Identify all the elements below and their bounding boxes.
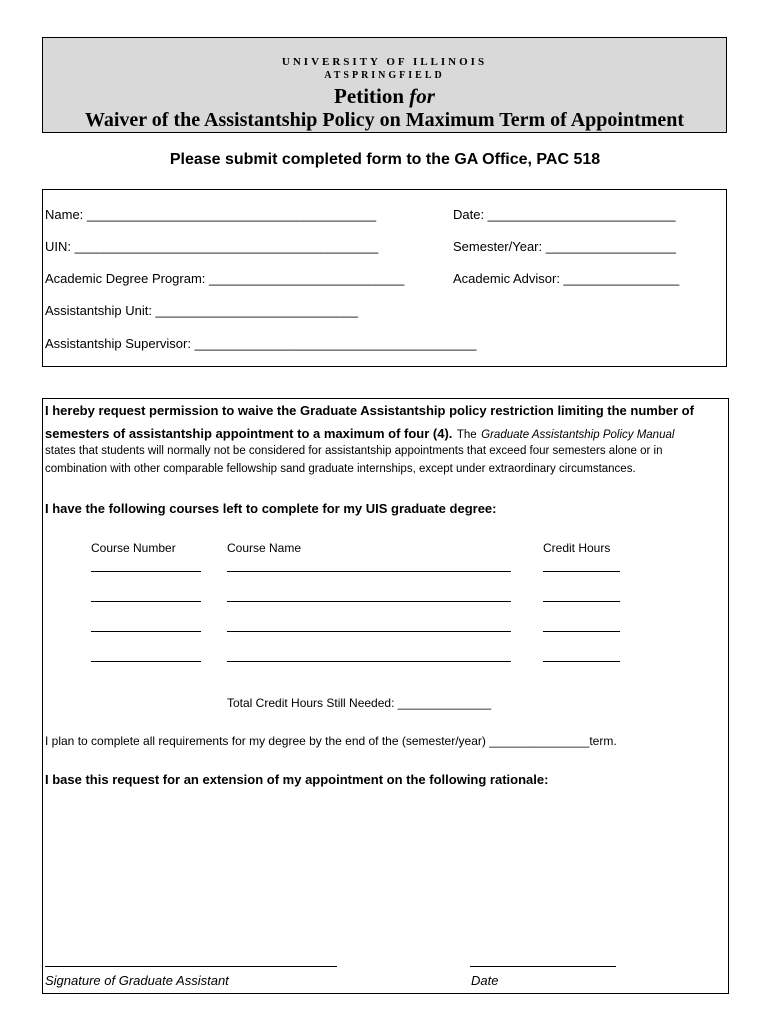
petition-word: Petition [334, 84, 405, 108]
university-name: UNIVERSITY OF ILLINOIS [281, 56, 488, 68]
assistantship-unit-field[interactable]: Assistantship Unit: ____________________________ [45, 303, 358, 318]
request-line-2 [45, 425, 674, 443]
request-line-3: states that students will normally not be considered for assistantship appointments that exceed four semesters alone or in [45, 445, 663, 457]
date-label: Date [471, 973, 499, 988]
date-line[interactable] [470, 966, 616, 967]
rationale-heading: I base this request for an extension of my appointment on the following rationale: [45, 772, 549, 787]
col-credit-hours: Credit Hours [543, 541, 611, 555]
date-field[interactable]: Date: __________________________ [453, 207, 676, 222]
submit-instruction: Please submit completed form to the GA Office, PAC 518 [169, 151, 601, 168]
course-name-blank[interactable] [227, 661, 511, 662]
total-credit-hours-field[interactable]: Total Credit Hours Still Needed: ______________ [227, 696, 492, 710]
request-line-2-bold: semesters of assistantship appointment to a maximum of four (4). [45, 426, 453, 441]
supervisor-field[interactable]: Assistantship Supervisor: _______________________________________ [45, 336, 477, 351]
form-title: Waiver of the Assistantship Policy on Maximum Term of Appointment [84, 109, 685, 131]
course-number-blank[interactable] [91, 661, 201, 662]
credit-hours-blank[interactable] [543, 661, 620, 662]
name-field[interactable]: Name: ________________________________________ [45, 207, 377, 222]
course-number-blank[interactable] [91, 631, 201, 632]
degree-program-field[interactable]: Academic Degree Program: ___________________________ [45, 271, 405, 286]
signature-label: Signature of Graduate Assistant [45, 973, 229, 988]
credit-hours-blank[interactable] [543, 601, 620, 602]
col-course-number: Course Number [91, 541, 176, 555]
course-number-blank[interactable] [91, 601, 201, 602]
course-number-blank[interactable] [91, 571, 201, 572]
request-line-2-the: The [456, 429, 477, 441]
credit-hours-blank[interactable] [543, 571, 620, 572]
semester-year-field[interactable]: Semester/Year: __________________ [453, 239, 676, 254]
course-name-blank[interactable] [227, 631, 511, 632]
campus-name: ATSPRINGFIELD [324, 70, 445, 81]
completion-plan-field[interactable]: I plan to complete all requirements for my degree by the end of the (semester/year) _______________term. [45, 734, 617, 748]
petition-heading [43, 84, 726, 109]
request-line-4: combination with other comparable fellowship sand graduate internships, except under extraordinary circumstances. [45, 463, 636, 475]
request-line-1: I hereby request permission to waive the Graduate Assistantship policy restriction limiting the number of [45, 403, 694, 418]
signature-line[interactable] [45, 966, 337, 967]
courses-heading: I have the following courses left to complete for my UIS graduate degree: [45, 501, 497, 516]
rationale-area[interactable] [45, 795, 725, 955]
course-name-blank[interactable] [227, 601, 511, 602]
uin-field[interactable]: UIN: __________________________________________ [45, 239, 379, 254]
policy-manual-title: Graduate Assistantship Policy Manual [481, 429, 675, 441]
col-course-name: Course Name [227, 541, 302, 555]
for-word: for [409, 84, 435, 108]
course-name-blank[interactable] [227, 571, 511, 572]
advisor-field[interactable]: Academic Advisor: ________________ [453, 271, 680, 286]
form-header [42, 37, 727, 133]
credit-hours-blank[interactable] [543, 631, 620, 632]
